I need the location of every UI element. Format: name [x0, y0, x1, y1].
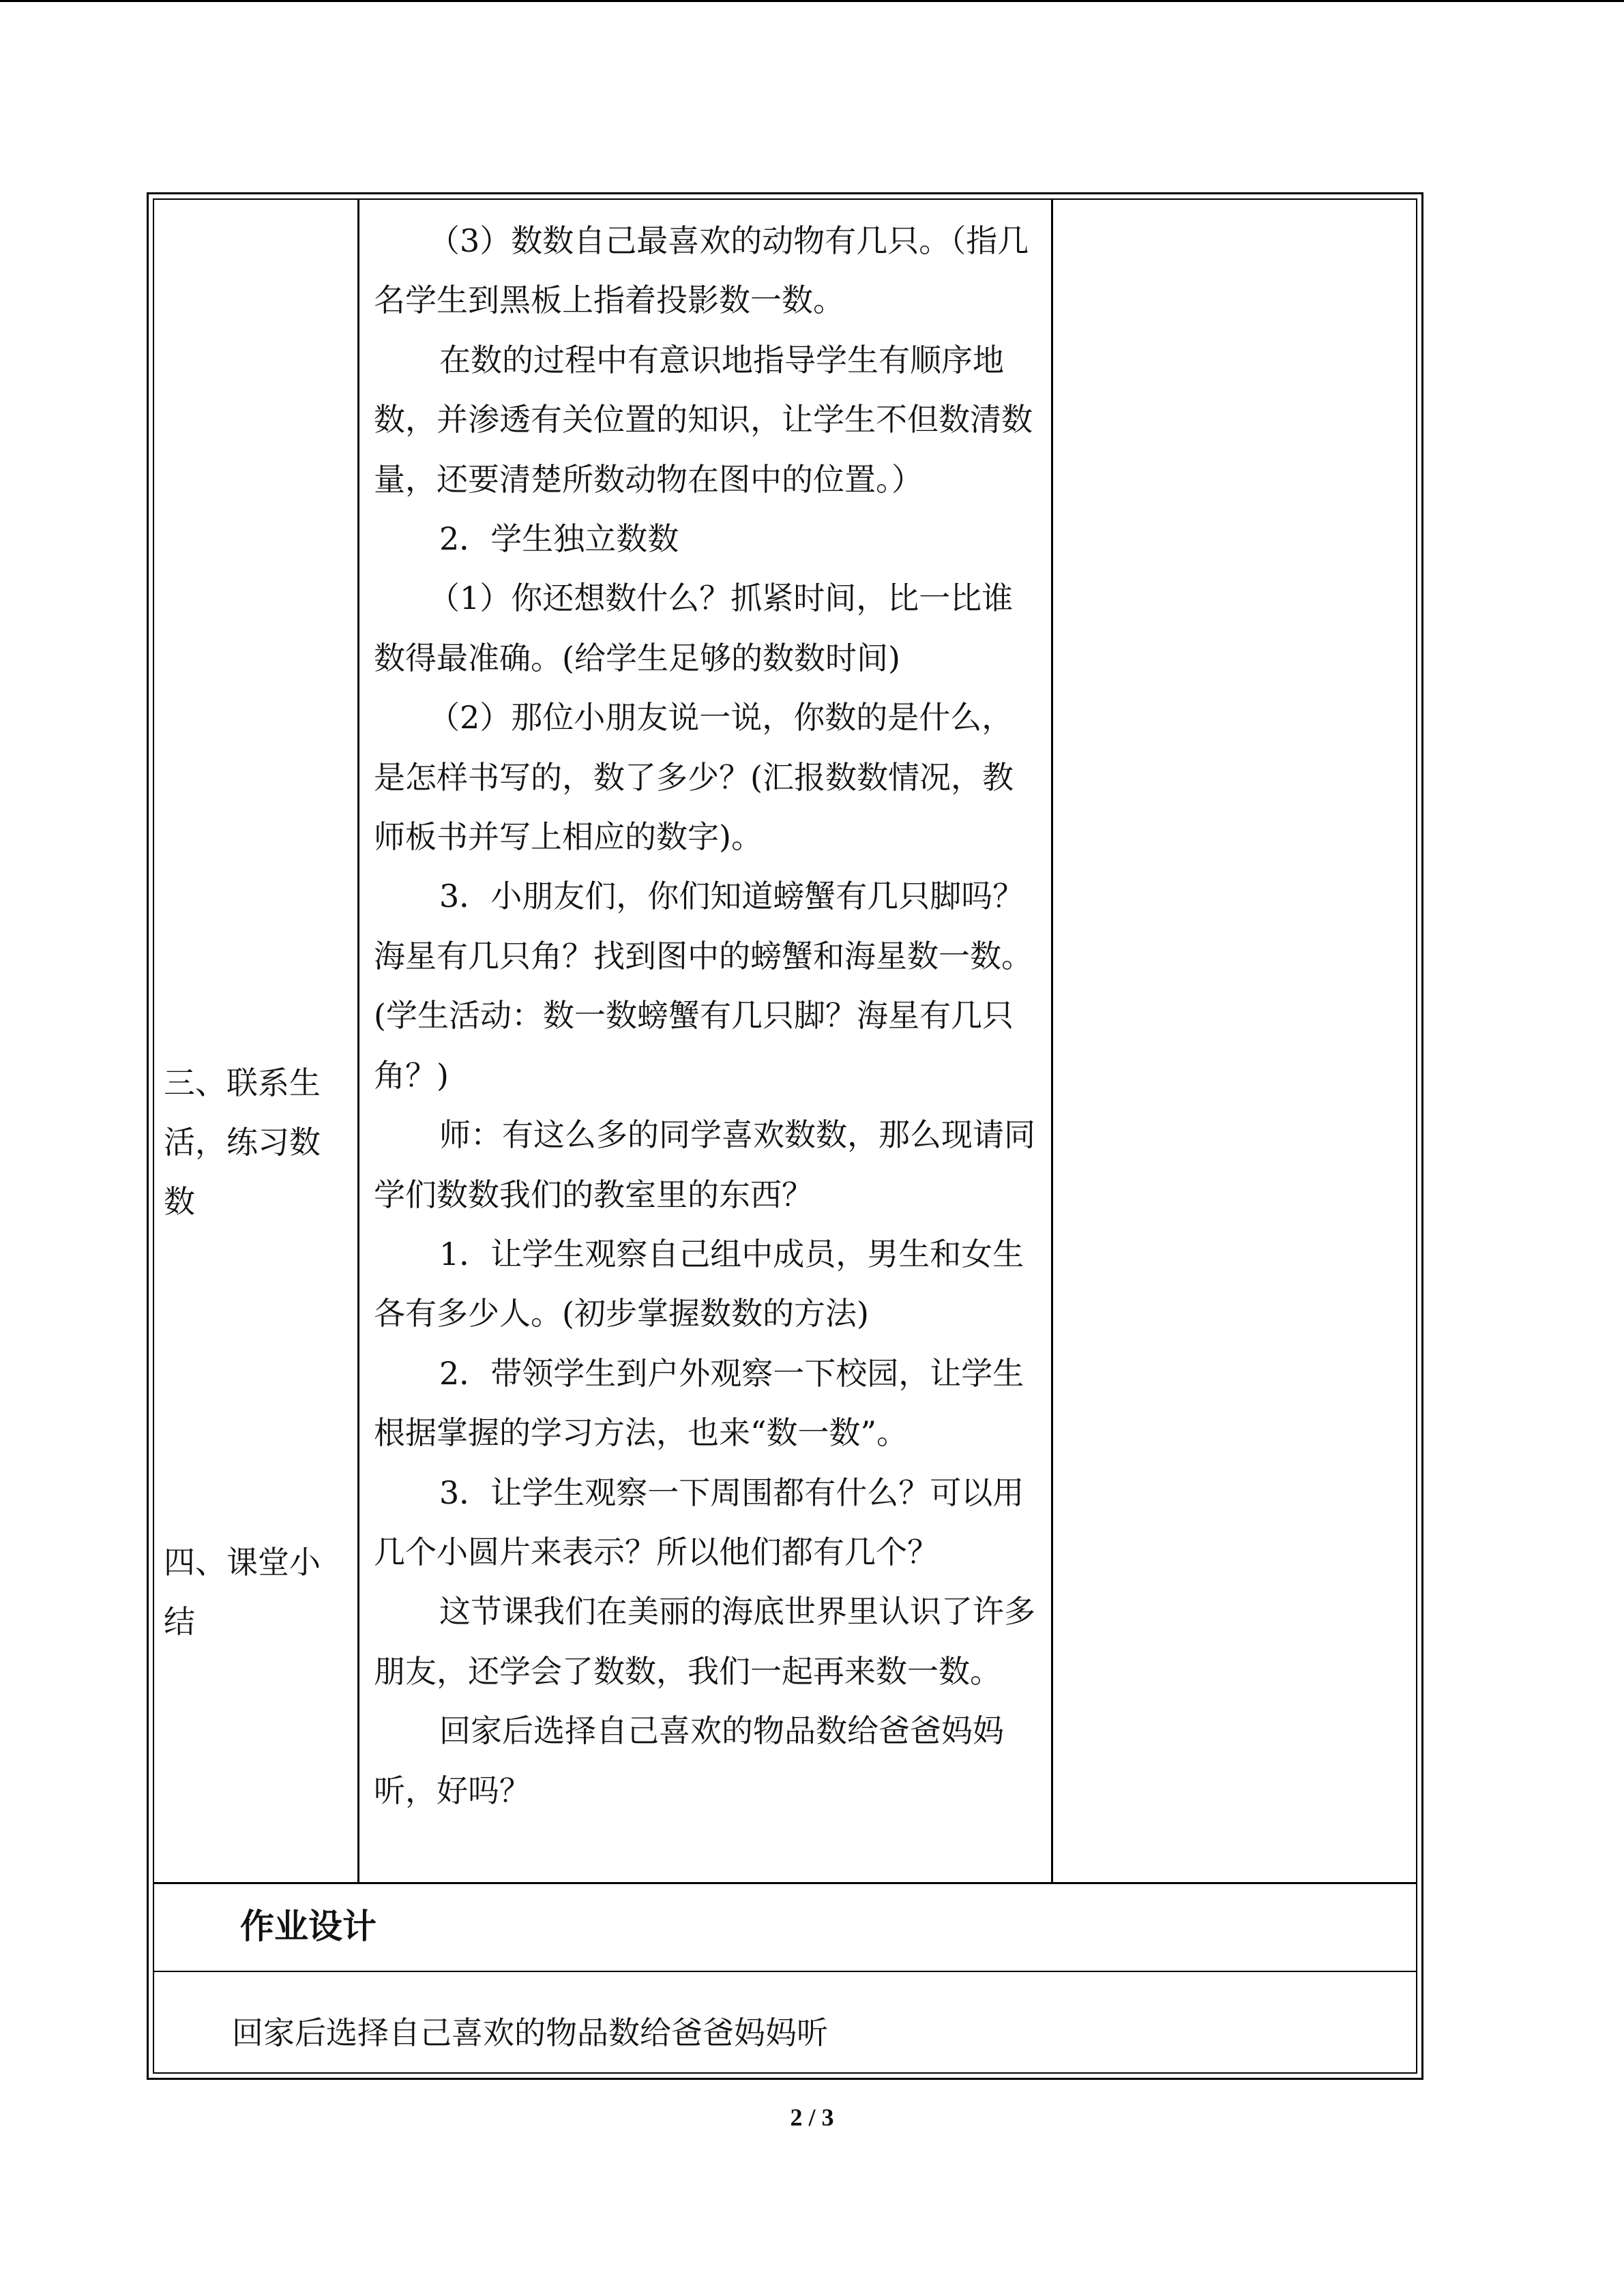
lesson-paragraph: （1）你还想数什么？抓紧时间，比一比谁数得最准确。(给学生足够的数数时间): [374, 580, 1014, 676]
page-number: 2 / 3: [790, 2104, 834, 2131]
lesson-paragraph: （3）数数自己最喜欢的动物有几只。（指几名学生到黑板上指着投影数一数。: [374, 222, 1029, 319]
homework-title: 作业设计: [240, 1907, 377, 1946]
row-divider-homework-title: [153, 1882, 1417, 1884]
lesson-paragraph: 3．让学生观察一下周围都有什么？可以用几个小圆片来表示？所以他们都有几个？: [374, 1474, 1024, 1570]
lesson-paragraph: 2．带领学生到户外观察一下校园，让学生根据掌握的学习方法，也来“数一数”。: [374, 1354, 1024, 1452]
stage-label-practice: 三、联系生活，练习数数: [164, 1064, 321, 1220]
lesson-paragraph: 回家后选择自己喜欢的物品数给爸爸妈妈听，好吗？: [374, 1712, 1004, 1809]
column-divider-right: [1051, 198, 1053, 1883]
lesson-content: [374, 211, 1039, 1821]
column-divider-left: [357, 198, 359, 1883]
lesson-paragraph: 1．让学生观察自己组中成员，男生和女生各有多少人。(初步掌握数数的方法): [374, 1235, 1024, 1332]
lesson-paragraph: 3．小朋友们，你们知道螃蟹有几只脚吗？ 海星有几只角？找到图中的螃蟹和海星数一数。(学生活动：数一数螃蟹有几只脚？海星有几只角？): [374, 878, 1033, 1094]
row-divider-homework-content: [153, 1971, 1417, 1972]
lesson-paragraph: 这节课我们在美丽的海底世界里认识了许多朋友，还学会了数数，我们一起再来数一数。: [374, 1593, 1035, 1690]
lesson-paragraph: 师：有这么多的同学喜欢数数，那么现请同学们数数我们的教室里的东西？: [374, 1116, 1035, 1213]
lesson-paragraph: 2．学生独立数数: [439, 520, 679, 558]
lesson-paragraph: 在数的过程中有意识地指导学生有顺序地数，并渗透有关位置的知识，让学生不但数清数量，还要清楚所数动物在图中的位置。）: [374, 341, 1033, 498]
lesson-paragraph: （2）那位小朋友说一说，你数的是什么，是怎样书写的，数了多少？(汇报数数情况，教师板书并写上相应的数字)。: [374, 699, 1014, 856]
homework-content: 回家后选择自己喜欢的物品数给爸爸妈妈听: [232, 2014, 828, 2051]
stage-label-summary: 四、课堂小结: [164, 1544, 321, 1640]
top-rule: [0, 0, 1624, 2]
